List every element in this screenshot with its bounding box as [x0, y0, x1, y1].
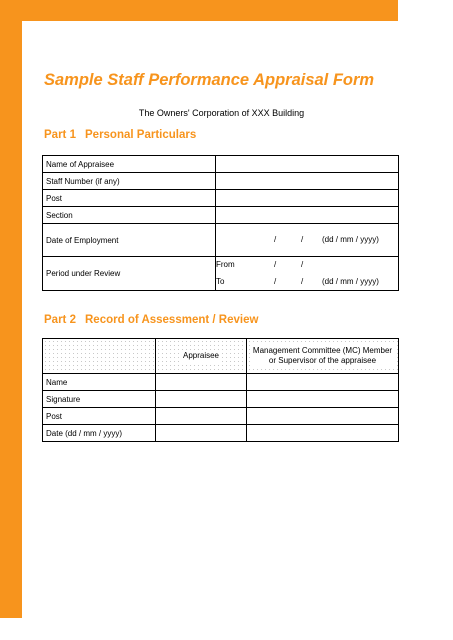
part1-heading: [44, 129, 196, 141]
from-label: From: [216, 259, 235, 269]
left-accent-bar: [0, 0, 22, 618]
table-header-row: [43, 339, 399, 374]
appraisee-column-header: Appraisee: [156, 339, 247, 374]
date-format-hint: (dd / mm / yyyy): [322, 276, 379, 286]
mc-date-field[interactable]: [247, 425, 399, 442]
table-row: [43, 156, 399, 173]
date-slash: /: [274, 276, 277, 286]
mc-post-field[interactable]: [247, 408, 399, 425]
mc-signature-field[interactable]: [247, 391, 399, 408]
section-field[interactable]: [216, 207, 399, 224]
part2-title: Record of Assessment / Review: [85, 314, 259, 326]
date-slash: /: [301, 234, 304, 244]
appraisee-post-field[interactable]: [156, 408, 247, 425]
table-row: [43, 173, 399, 190]
date-of-employment-label: Date of Employment: [43, 224, 216, 257]
name-row-label: Name: [43, 374, 156, 391]
table-row: [43, 190, 399, 207]
date-slash: /: [274, 259, 277, 269]
date-format-hint: (dd / mm / yyyy): [322, 234, 379, 244]
table-row: [43, 224, 399, 257]
staff-number-label: Staff Number (if any): [43, 173, 216, 190]
date-slash: /: [301, 276, 304, 286]
section-label: Section: [43, 207, 216, 224]
staff-number-field[interactable]: [216, 173, 399, 190]
top-accent-bar: [0, 0, 398, 21]
appraisee-date-field[interactable]: [156, 425, 247, 442]
date-of-employment-field[interactable]: [216, 224, 399, 257]
appraisee-name-field[interactable]: [156, 374, 247, 391]
part2-number: Part 2: [44, 314, 76, 326]
date-slash: /: [301, 259, 304, 269]
name-of-appraisee-field[interactable]: [216, 156, 399, 173]
part2-heading: [44, 314, 258, 326]
part1-number: Part 1: [44, 129, 76, 141]
period-under-review-label: Period under Review: [43, 257, 216, 291]
table-row: [43, 207, 399, 224]
period-under-review-field[interactable]: [216, 257, 399, 291]
post-field[interactable]: [216, 190, 399, 207]
form-subtitle: The Owners' Corporation of XXX Building: [138, 108, 305, 118]
table-row: [43, 425, 399, 442]
table-row: [43, 257, 399, 291]
date-row-label: Date (dd / mm / yyyy): [43, 425, 156, 442]
table-row: [43, 374, 399, 391]
name-of-appraisee-label: Name of Appraisee: [43, 156, 216, 173]
part1-title: Personal Particulars: [85, 129, 197, 141]
table-row: [43, 408, 399, 425]
table-row: [43, 391, 399, 408]
form-title: Sample Staff Performance Appraisal Form: [44, 71, 375, 89]
signature-row-label: Signature: [43, 391, 156, 408]
post-label: Post: [43, 190, 216, 207]
date-slash: /: [274, 234, 277, 244]
mc-column-header: Management Committee (MC) Member or Supervisor of the appraisee: [247, 339, 399, 374]
appraisee-signature-field[interactable]: [156, 391, 247, 408]
to-label: To: [216, 276, 225, 286]
personal-particulars-table: [42, 155, 399, 291]
mc-name-field[interactable]: [247, 374, 399, 391]
post-row-label: Post: [43, 408, 156, 425]
blank-header-cell: [43, 339, 156, 374]
assessment-record-table: [42, 338, 399, 442]
